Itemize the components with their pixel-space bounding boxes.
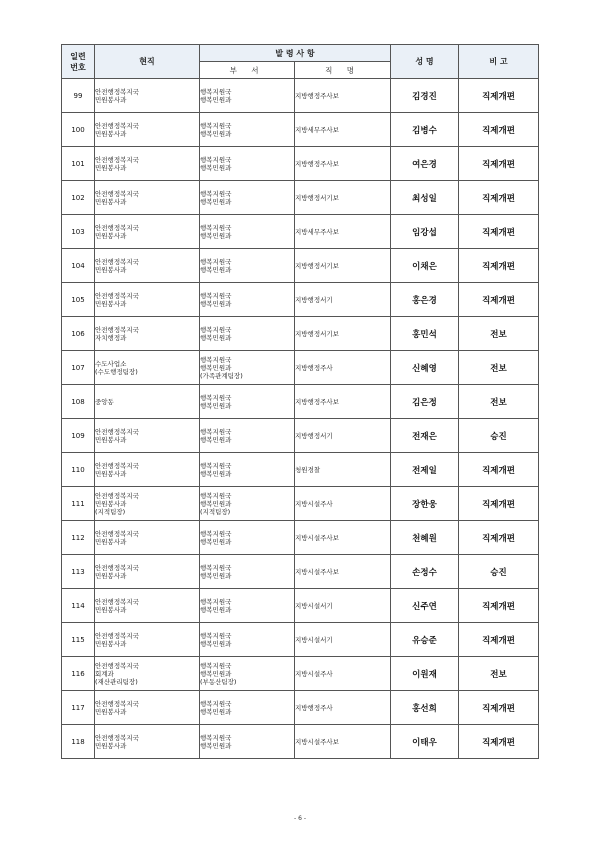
- serial-number: 112: [62, 521, 95, 555]
- new-position: [295, 317, 391, 351]
- new-department-line: 행복민원과: [200, 95, 232, 104]
- new-position-text: 지방행정서기보: [295, 329, 339, 338]
- appointment-note: 직제개편: [459, 215, 539, 249]
- person-name: 여은경: [391, 147, 459, 181]
- table-row: [62, 249, 539, 283]
- new-department-line: 행복민원과: [200, 669, 232, 678]
- current-post-line: 수도사업소: [95, 359, 127, 368]
- new-position: [295, 419, 391, 453]
- new-department: [200, 657, 295, 691]
- table-row: [62, 351, 539, 385]
- current-post: [95, 181, 200, 215]
- appointment-note: 직제개편: [459, 521, 539, 555]
- new-department: [200, 555, 295, 589]
- appointment-table: [61, 44, 539, 759]
- new-position-text: 지방행정서기보: [295, 193, 339, 202]
- current-post-line: 안전행정복지국: [95, 121, 139, 130]
- serial-number: 118: [62, 725, 95, 759]
- person-name: 이원재: [391, 657, 459, 691]
- table-row: [62, 691, 539, 725]
- appointment-note: 직제개편: [459, 79, 539, 113]
- current-post-line: 민원봉사과: [95, 537, 127, 546]
- person-name: 홍선희: [391, 691, 459, 725]
- new-position: [295, 147, 391, 181]
- new-position: [295, 351, 391, 385]
- new-position-text: 지방행정주사: [295, 363, 333, 372]
- new-department-line: 행복지원국: [200, 257, 232, 266]
- current-post-line: 안전행정복지국: [95, 87, 139, 96]
- new-department: [200, 725, 295, 759]
- header-department: 부 서: [200, 62, 295, 79]
- new-department-line: 행복민원과: [200, 197, 232, 206]
- current-post-line: 안전행정복지국: [95, 291, 139, 300]
- appointment-note: 직제개편: [459, 283, 539, 317]
- table-row: [62, 657, 539, 691]
- appointment-note: 직제개편: [459, 147, 539, 181]
- table-row: [62, 215, 539, 249]
- current-post-line: 안전행정복지국: [95, 257, 139, 266]
- person-name: 유승준: [391, 623, 459, 657]
- current-post-line: 회계과: [95, 669, 114, 678]
- serial-number: 100: [62, 113, 95, 147]
- current-post-line: 민원봉사과: [95, 469, 127, 478]
- current-post-line: 민원봉사과: [95, 707, 127, 716]
- current-post: [95, 725, 200, 759]
- current-post-line: 민원봉사과: [95, 639, 127, 648]
- current-post: [95, 691, 200, 725]
- new-position-text: 지방시설주사보: [295, 567, 339, 576]
- new-position-text: 청원경찰: [295, 465, 321, 474]
- appointment-note: 직제개편: [459, 453, 539, 487]
- new-department: [200, 487, 295, 521]
- new-department-line: 행복지원국: [200, 563, 232, 572]
- new-department: [200, 147, 295, 181]
- person-name: 김경진: [391, 79, 459, 113]
- new-department-line: 행복지원국: [200, 189, 232, 198]
- new-department-line: 행복민원과: [200, 469, 232, 478]
- current-post: [95, 147, 200, 181]
- new-position-text: 지방세무주사보: [295, 227, 339, 236]
- new-department-line: 행복민원과: [200, 265, 232, 274]
- new-department-line: 행복지원국: [200, 597, 232, 606]
- new-position: [295, 487, 391, 521]
- new-department: [200, 419, 295, 453]
- new-department: [200, 385, 295, 419]
- table-row: [62, 453, 539, 487]
- current-post: [95, 317, 200, 351]
- serial-number: 101: [62, 147, 95, 181]
- page-number: - 6 -: [294, 815, 306, 822]
- new-department-line: 행복민원과: [200, 231, 232, 240]
- new-position: [295, 113, 391, 147]
- new-department-line: 행복지원국: [200, 325, 232, 334]
- new-position-text: 지방행정주사보: [295, 91, 339, 100]
- header-serial-number-text: 일련 번호: [70, 51, 86, 72]
- current-post-line: 민원봉사과: [95, 265, 127, 274]
- current-post-line: 민원봉사과: [95, 231, 127, 240]
- serial-number: 111: [62, 487, 95, 521]
- person-name: 전제일: [391, 453, 459, 487]
- serial-number: 104: [62, 249, 95, 283]
- person-name: 천혜원: [391, 521, 459, 555]
- person-name: 전재은: [391, 419, 459, 453]
- serial-number: 116: [62, 657, 95, 691]
- current-post: [95, 419, 200, 453]
- new-department: [200, 351, 295, 385]
- new-department-line: 행복지원국: [200, 529, 232, 538]
- new-department: [200, 283, 295, 317]
- new-position: [295, 453, 391, 487]
- person-name: 임강섭: [391, 215, 459, 249]
- new-position: [295, 657, 391, 691]
- new-department-line: 행복민원과: [200, 639, 232, 648]
- new-position: [295, 215, 391, 249]
- table-row: [62, 79, 539, 113]
- current-post: [95, 657, 200, 691]
- new-department: [200, 453, 295, 487]
- appointment-note: 전보: [459, 317, 539, 351]
- current-post-line: 민원봉사과: [95, 129, 127, 138]
- new-position-text: 지방시설서기: [295, 601, 333, 610]
- new-department-line: 행복민원과: [200, 499, 232, 508]
- person-name: 최성일: [391, 181, 459, 215]
- table-row: [62, 555, 539, 589]
- serial-number: 103: [62, 215, 95, 249]
- serial-number: 117: [62, 691, 95, 725]
- table-row: [62, 113, 539, 147]
- new-position-text: 지방행정주사보: [295, 159, 339, 168]
- person-name: 홍민석: [391, 317, 459, 351]
- person-name: 손정수: [391, 555, 459, 589]
- new-department-line: 행복민원과: [200, 741, 232, 750]
- new-department-line: 행복민원과: [200, 435, 232, 444]
- new-position-text: 지방행정서기: [295, 431, 333, 440]
- current-post-line: 안전행정복지국: [95, 427, 139, 436]
- table-row: [62, 385, 539, 419]
- new-department-line: 행복지원국: [200, 355, 232, 364]
- new-department-line: 행복민원과: [200, 299, 232, 308]
- new-department-line: (가족관계팀장): [200, 371, 243, 380]
- new-department-line: 행복지원국: [200, 393, 232, 402]
- new-department-line: 행복지원국: [200, 661, 232, 670]
- appointment-note: 승진: [459, 419, 539, 453]
- appointment-note: 직제개편: [459, 589, 539, 623]
- current-post: [95, 249, 200, 283]
- serial-number: 107: [62, 351, 95, 385]
- new-position: [295, 283, 391, 317]
- current-post-line: 민원봉사과: [95, 571, 127, 580]
- new-position: [295, 521, 391, 555]
- current-post-line: 안전행정복지국: [95, 733, 139, 742]
- new-position-text: 지방시설서기: [295, 635, 333, 644]
- current-post-line: 민원봉사과: [95, 741, 127, 750]
- new-position: [295, 385, 391, 419]
- new-department-line: 행복민원과: [200, 605, 232, 614]
- current-post-line: 자치행정과: [95, 333, 127, 342]
- current-post-line: 민원봉사과: [95, 299, 127, 308]
- new-department-line: 행복지원국: [200, 155, 232, 164]
- appointment-note: 직제개편: [459, 487, 539, 521]
- serial-number: 106: [62, 317, 95, 351]
- new-position-text: 지방시설주사보: [295, 737, 339, 746]
- table-body: [62, 79, 539, 759]
- new-position: [295, 725, 391, 759]
- serial-number: 114: [62, 589, 95, 623]
- current-post-line: 안전행정복지국: [95, 597, 139, 606]
- appointment-note: 직제개편: [459, 181, 539, 215]
- header-appointment: 발 령 사 항: [200, 45, 391, 62]
- header-position: 직 명: [295, 62, 391, 79]
- new-department-line: (부동산팀장): [200, 677, 237, 686]
- new-department-line: 행복지원국: [200, 461, 232, 470]
- appointment-note: 승진: [459, 555, 539, 589]
- new-department-line: 행복지원국: [200, 291, 232, 300]
- current-post-line: (수도행정팀장): [95, 367, 138, 376]
- new-position-text: 지방시설주사: [295, 499, 333, 508]
- new-department: [200, 249, 295, 283]
- serial-number: 99: [62, 79, 95, 113]
- current-post: [95, 487, 200, 521]
- current-post-line: 안전행정복지국: [95, 325, 139, 334]
- serial-number: 109: [62, 419, 95, 453]
- table-row: [62, 181, 539, 215]
- current-post: [95, 113, 200, 147]
- new-position: [295, 249, 391, 283]
- current-post-line: 안전행정복지국: [95, 461, 139, 470]
- current-post-line: 민원봉사과: [95, 499, 127, 508]
- new-department-line: 행복민원과: [200, 333, 232, 342]
- appointment-note: 직제개편: [459, 623, 539, 657]
- new-department: [200, 215, 295, 249]
- new-position-text: 지방시설주사보: [295, 533, 339, 542]
- current-post: [95, 453, 200, 487]
- current-post: [95, 385, 200, 419]
- new-department-line: (지적팀장): [200, 507, 231, 516]
- new-position-text: 지방시설주사: [295, 669, 333, 678]
- new-department-line: 행복지원국: [200, 87, 232, 96]
- table-row: [62, 623, 539, 657]
- current-post-line: 안전행정복지국: [95, 529, 139, 538]
- appointment-note: 직제개편: [459, 725, 539, 759]
- table-row: [62, 317, 539, 351]
- current-post-line: 안전행정복지국: [95, 661, 139, 670]
- new-department-line: 행복민원과: [200, 537, 232, 546]
- current-post: [95, 589, 200, 623]
- new-position: [295, 691, 391, 725]
- new-department: [200, 317, 295, 351]
- new-position: [295, 181, 391, 215]
- new-position-text: 지방행정주사보: [295, 397, 339, 406]
- new-position: [295, 79, 391, 113]
- current-post-line: 민원봉사과: [95, 95, 127, 104]
- new-position-text: 지방세무주사보: [295, 125, 339, 134]
- new-department-line: 행복민원과: [200, 707, 232, 716]
- person-name: 신혜영: [391, 351, 459, 385]
- appointment-note: 직제개편: [459, 691, 539, 725]
- current-post: [95, 623, 200, 657]
- current-post-line: 민원봉사과: [95, 605, 127, 614]
- new-department: [200, 113, 295, 147]
- new-position: [295, 555, 391, 589]
- new-department-line: 행복민원과: [200, 571, 232, 580]
- new-department-line: 행복지원국: [200, 427, 232, 436]
- new-department-line: 행복지원국: [200, 631, 232, 640]
- new-department-line: 행복지원국: [200, 699, 232, 708]
- person-name: 김병수: [391, 113, 459, 147]
- current-post-line: 중앙동: [95, 397, 114, 406]
- current-post: [95, 283, 200, 317]
- current-post-line: 안전행정복지국: [95, 699, 139, 708]
- new-position-text: 지방행정서기보: [295, 261, 339, 270]
- header-name: 성 명: [391, 45, 459, 79]
- person-name: 신주연: [391, 589, 459, 623]
- new-department-line: 행복지원국: [200, 491, 232, 500]
- new-department-line: 행복민원과: [200, 163, 232, 172]
- serial-number: 115: [62, 623, 95, 657]
- person-name: 장한웅: [391, 487, 459, 521]
- new-department: [200, 79, 295, 113]
- current-post-line: 안전행정복지국: [95, 223, 139, 232]
- table-row: [62, 487, 539, 521]
- new-department: [200, 181, 295, 215]
- current-post-line: 안전행정복지국: [95, 631, 139, 640]
- serial-number: 108: [62, 385, 95, 419]
- current-post: [95, 351, 200, 385]
- appointment-note: 직제개편: [459, 113, 539, 147]
- person-name: 이채은: [391, 249, 459, 283]
- new-department: [200, 623, 295, 657]
- current-post-line: 안전행정복지국: [95, 155, 139, 164]
- table-row: [62, 283, 539, 317]
- table-row: [62, 147, 539, 181]
- table-row: [62, 725, 539, 759]
- person-name: 김은정: [391, 385, 459, 419]
- person-name: 이태우: [391, 725, 459, 759]
- header-current-post: 현직: [95, 45, 200, 79]
- header-note: 비 고: [459, 45, 539, 79]
- current-post-line: 민원봉사과: [95, 163, 127, 172]
- appointment-note: 전보: [459, 657, 539, 691]
- current-post-line: 안전행정복지국: [95, 491, 139, 500]
- new-position-text: 지방행정주사: [295, 703, 333, 712]
- appointment-note: 직제개편: [459, 249, 539, 283]
- current-post: [95, 215, 200, 249]
- new-department-line: 행복지원국: [200, 121, 232, 130]
- current-post: [95, 555, 200, 589]
- current-post-line: (지적팀장): [95, 507, 126, 516]
- serial-number: 113: [62, 555, 95, 589]
- current-post-line: (재산관리팀장): [95, 677, 138, 686]
- serial-number: 102: [62, 181, 95, 215]
- serial-number: 105: [62, 283, 95, 317]
- new-department-line: 행복민원과: [200, 363, 232, 372]
- new-department: [200, 589, 295, 623]
- new-department-line: 행복민원과: [200, 129, 232, 138]
- new-position-text: 지방행정서기: [295, 295, 333, 304]
- new-department: [200, 521, 295, 555]
- appointment-note: 전보: [459, 351, 539, 385]
- new-department-line: 행복민원과: [200, 401, 232, 410]
- new-department-line: 행복지원국: [200, 733, 232, 742]
- current-post-line: 안전행정복지국: [95, 563, 139, 572]
- table-row: [62, 521, 539, 555]
- new-position: [295, 589, 391, 623]
- new-department-line: 행복지원국: [200, 223, 232, 232]
- person-name: 홍은경: [391, 283, 459, 317]
- serial-number: 110: [62, 453, 95, 487]
- table-row: [62, 589, 539, 623]
- table-row: [62, 419, 539, 453]
- new-department: [200, 691, 295, 725]
- current-post: [95, 79, 200, 113]
- appointment-note: 전보: [459, 385, 539, 419]
- header-serial-number: [62, 45, 95, 79]
- current-post: [95, 521, 200, 555]
- current-post-line: 민원봉사과: [95, 435, 127, 444]
- new-position: [295, 623, 391, 657]
- current-post-line: 안전행정복지국: [95, 189, 139, 198]
- current-post-line: 민원봉사과: [95, 197, 127, 206]
